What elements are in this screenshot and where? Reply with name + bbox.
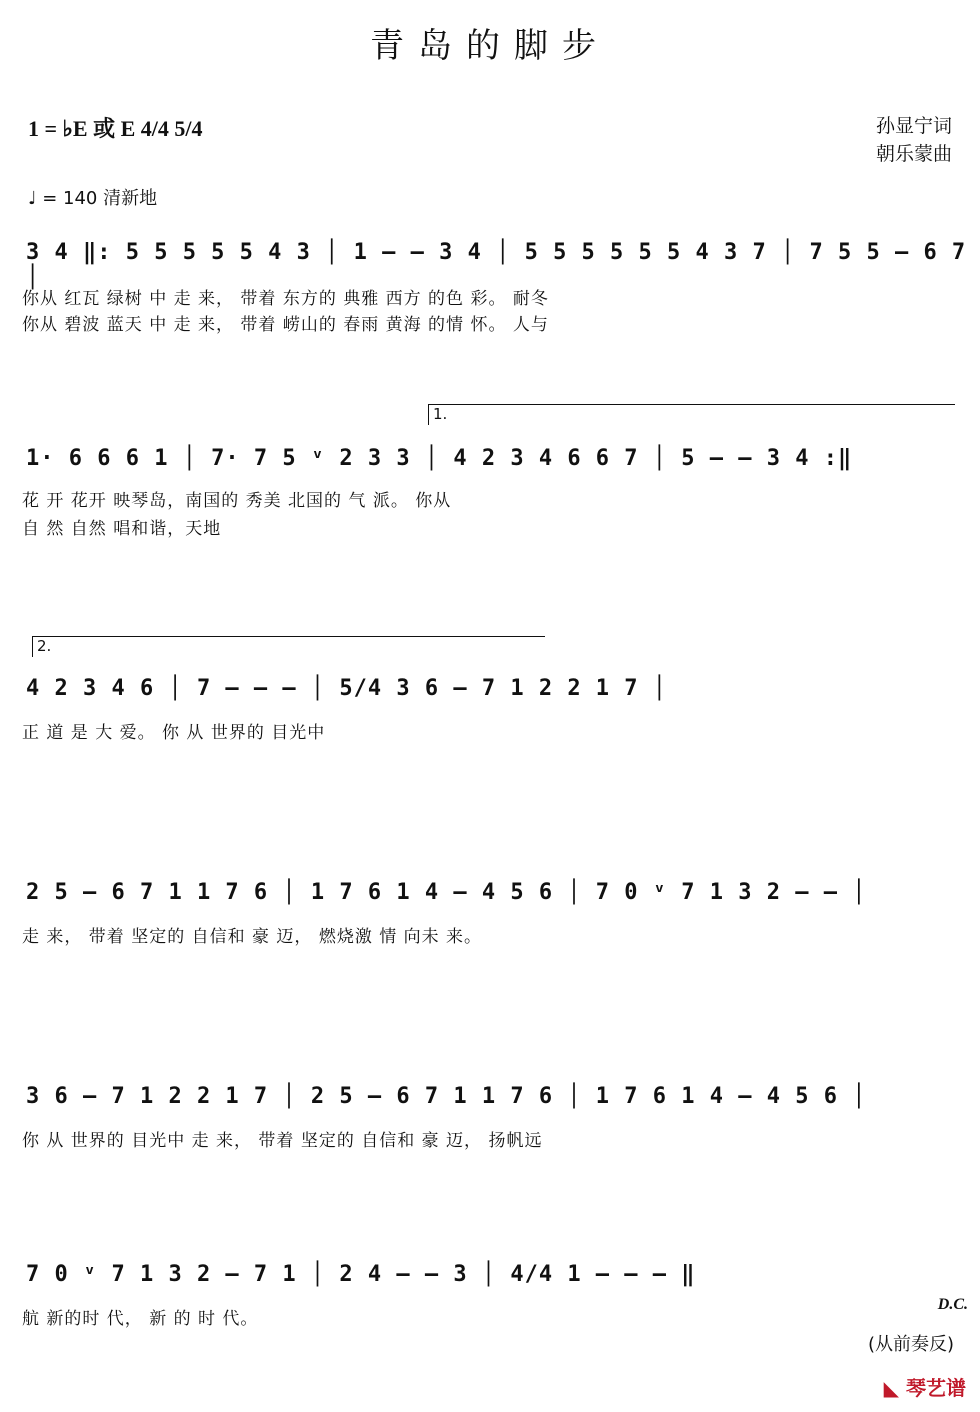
logo-text: 琴艺谱 (906, 1376, 966, 1400)
note-line: 4 2 3 4 6 │ 7 – – – │ 5/4 3 6 – 7 1 2 2 1 7 │ (26, 676, 668, 701)
repeat-instruction: (从前奏反) (867, 1334, 954, 1355)
lyric-line-1: 正 道 是 大 爱。 你 从 世界的 目光中 (22, 723, 326, 743)
note-line: 2 5 – 6 7 1 1 7 6 │ 1 7 6 1 4 – 4 5 6 │ 7 0 ᵛ 7 1 3 2 – – │ (26, 880, 867, 905)
credits (876, 112, 952, 168)
note-line: 1· 6 6 6 1 │ 7· 7 5 ᵛ 2 3 3 │ 4 2 3 4 6 6 7 │ 5 – – 3 4 :‖ (26, 446, 853, 471)
composer-credit: 朝乐蒙曲 (875, 143, 952, 165)
lyric-line-1: 走 来， 带着 坚定的 自信和 豪 迈， 燃烧激 情 向未 来。 (22, 927, 483, 947)
note-line: 7 0 ᵛ 7 1 3 2 – 7 1 │ 2 4 – – 3 │ 4/4 1 – – – ‖ (26, 1262, 696, 1287)
note-line: 3 4 ‖: 5 5 5 5 5 4 3 │ 1 – – 3 4 │ 5 5 5 5 5 5 4 3 7 │ 7 5 5 – 6 7 │ (26, 240, 967, 290)
logo-icon: ◣ (883, 1376, 900, 1400)
lyric-line-2: 你从 碧波 蓝天 中 走 来， 带着 崂山的 春雨 黄海 的情 怀。 人与 (22, 315, 549, 335)
tempo-marking: ♩ = 140 清新地 (28, 188, 158, 209)
lyric-line-1: 花 开 花开 映琴岛，南国的 秀美 北国的 气 派。 你从 (22, 491, 452, 511)
da-capo-marking: D.C. (937, 1296, 968, 1313)
note-line: 3 6 – 7 1 2 2 1 7 │ 2 5 – 6 7 1 1 7 6 │ 1 7 6 1 4 – 4 5 6 │ (26, 1084, 867, 1109)
volta-second-ending: 2. (32, 636, 545, 657)
lyric-line-1: 航 新的时 代， 新 的 时 代。 (22, 1309, 259, 1329)
site-logo (884, 1372, 966, 1401)
volta-first-ending: 1. (428, 404, 955, 425)
lyricist-credit: 孙显宁词 (875, 115, 952, 137)
lyric-line-2: 自 然 自然 唱和谐，天地 (22, 519, 222, 539)
lyric-line-1: 你从 红瓦 绿树 中 走 来， 带着 东方的 典雅 西方 的色 彩。 耐冬 (22, 289, 549, 309)
score-title: 青岛的脚步 (370, 26, 610, 66)
key-signature: 1 = ♭E 或 E 4/4 5/4 (28, 116, 203, 141)
lyric-line-1: 你 从 世界的 目光中 走 来， 带着 坚定的 自信和 豪 迈， 扬帆远 (22, 1131, 543, 1151)
